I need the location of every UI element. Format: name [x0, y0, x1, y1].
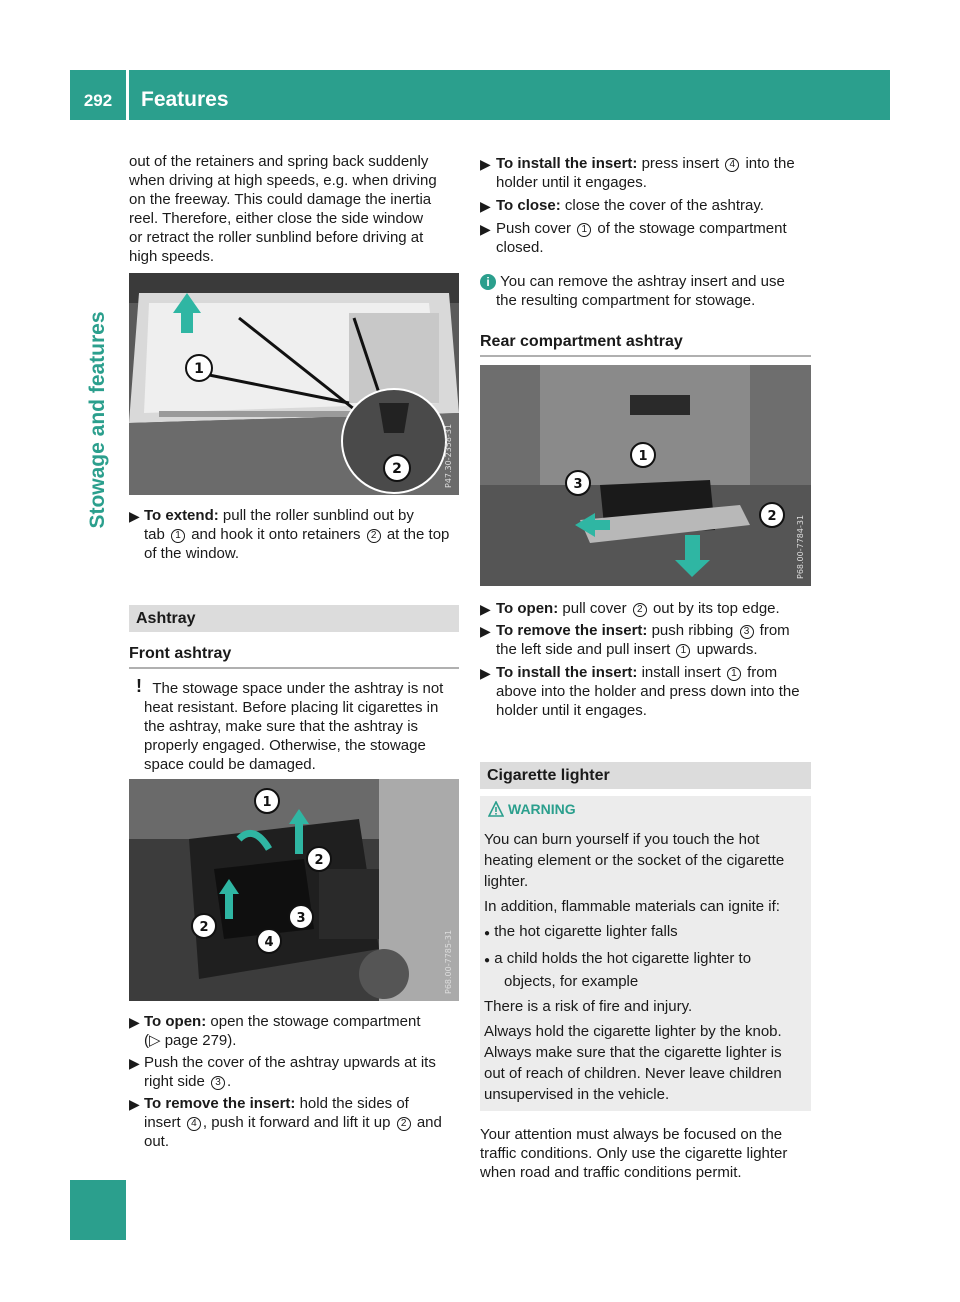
svg-text:2: 2	[199, 920, 209, 935]
page-title: Features	[141, 88, 229, 111]
rear-ashtray-image	[480, 365, 811, 586]
caution-icon: !	[136, 676, 142, 696]
section-ashtray: Ashtray	[129, 605, 459, 632]
rear-step-open: To open: pull cover 2 out by its top edge.	[496, 600, 780, 617]
bullet-arrow: ▶	[129, 1096, 140, 1112]
side-tab-label: Stowage and features	[86, 311, 109, 529]
heading-rear-ashtray: Rear compartment ashtray	[480, 333, 683, 350]
svg-text:4: 4	[264, 935, 274, 950]
bullet-arrow: ▶	[480, 623, 491, 639]
page-number: 292	[83, 91, 113, 110]
bullet-arrow: ▶	[480, 665, 491, 681]
bullet-arrow: ▶	[480, 221, 491, 237]
lighter-attention-text: Your attention must always be focused on the traffic conditions. Only use the cigarette lighter when road and traffic conditions permit.	[480, 1126, 788, 1181]
info-icon: i	[480, 274, 496, 290]
rear-step-install: To install the insert: install insert 1 from above into the holder and press down into the holder until it engages.	[496, 664, 800, 719]
bullet-arrow: ▶	[129, 1014, 140, 1030]
bullet-arrow: ▶	[480, 601, 491, 617]
svg-text:2: 2	[767, 509, 777, 524]
svg-text:3: 3	[573, 477, 583, 492]
heading-front-ashtray: Front ashtray	[129, 645, 232, 662]
svg-text:3: 3	[296, 911, 306, 926]
svg-text:P68.00-7784-31: P68.00-7784-31	[796, 514, 805, 579]
callout-1: 1	[194, 361, 204, 377]
step-close: To close: close the cover of the ashtray.	[496, 197, 764, 214]
side-tab-block	[70, 1180, 126, 1240]
intro-paragraph: out of the retainers and spring back suddenly when driving at high speeds, e.g. when driving on the freeway. This could damage the inertia reel. Therefore, either close the side window or retract the roller sunblind before driving at high speeds.	[129, 153, 437, 265]
sunblind-image	[129, 273, 459, 495]
step-push-cover: Push the cover of the ashtray upwards at its right side 3 .	[144, 1054, 436, 1090]
bullet-arrow: ▶	[129, 1055, 140, 1071]
step-remove-insert: To remove the insert: hold the sides of insert 4 , push it forward and lift it up 2 and out.	[144, 1095, 442, 1150]
heading-rule	[129, 667, 459, 669]
bullet-arrow: ▶	[480, 156, 491, 172]
svg-text:P68.00-7785-31: P68.00-7785-31	[444, 929, 453, 994]
header-divider	[126, 70, 129, 120]
info-note: You can remove the ashtray insert and use the resulting compartment for stowage.	[496, 273, 785, 309]
svg-text:1: 1	[638, 449, 648, 464]
warning-title: WARNING	[508, 801, 576, 817]
section-cigarette-lighter: Cigarette lighter	[480, 762, 811, 789]
step-install-insert: To install the insert: press insert 4 into the holder until it engages.	[496, 155, 795, 191]
step-push-closed: Push cover 1 of the stowage compartment closed.	[496, 220, 787, 256]
caution-note: The stowage space under the ashtray is not heat resistant. Before placing lit cigarettes in the ashtray, make sure that the ashtray is properly engaged. Otherwise, the stowage space could be damaged.	[144, 680, 444, 773]
heading-rule	[480, 355, 811, 357]
svg-text:1: 1	[262, 795, 272, 810]
image-code: P47.30-2358-31	[444, 423, 453, 488]
bullet-arrow: ▶	[480, 198, 491, 214]
front-ashtray-image	[129, 779, 459, 1001]
svg-text:2: 2	[314, 853, 324, 868]
callout-2: 2	[392, 461, 402, 477]
step-open: To open: open the stowage compartment (▷ page 279).	[144, 1013, 421, 1049]
rear-step-remove: To remove the insert: push ribbing 3 from the left side and pull insert 1 upwards.	[496, 622, 790, 658]
bullet-arrow: ▶	[129, 508, 140, 524]
step-extend: To extend: pull the roller sunblind out by tab 1 and hook it onto retainers 2 at the top of the window.	[144, 507, 450, 562]
warning-text: You can burn yourself if you touch the hot heating element or the socket of the cigarette lighter. In addition, flammable materials can ignite if: ● the hot cigarette lighter falls ● a child holds the hot cigarette lighter to objects, for example There is a risk of fire and injury. Always hold the cigarette lighter by the knob. Always make sure that the cigarette lighter is out of reach of children. Never leave children unsupervised in the vehicle.	[484, 831, 785, 1103]
warning-triangle-icon	[488, 801, 504, 817]
